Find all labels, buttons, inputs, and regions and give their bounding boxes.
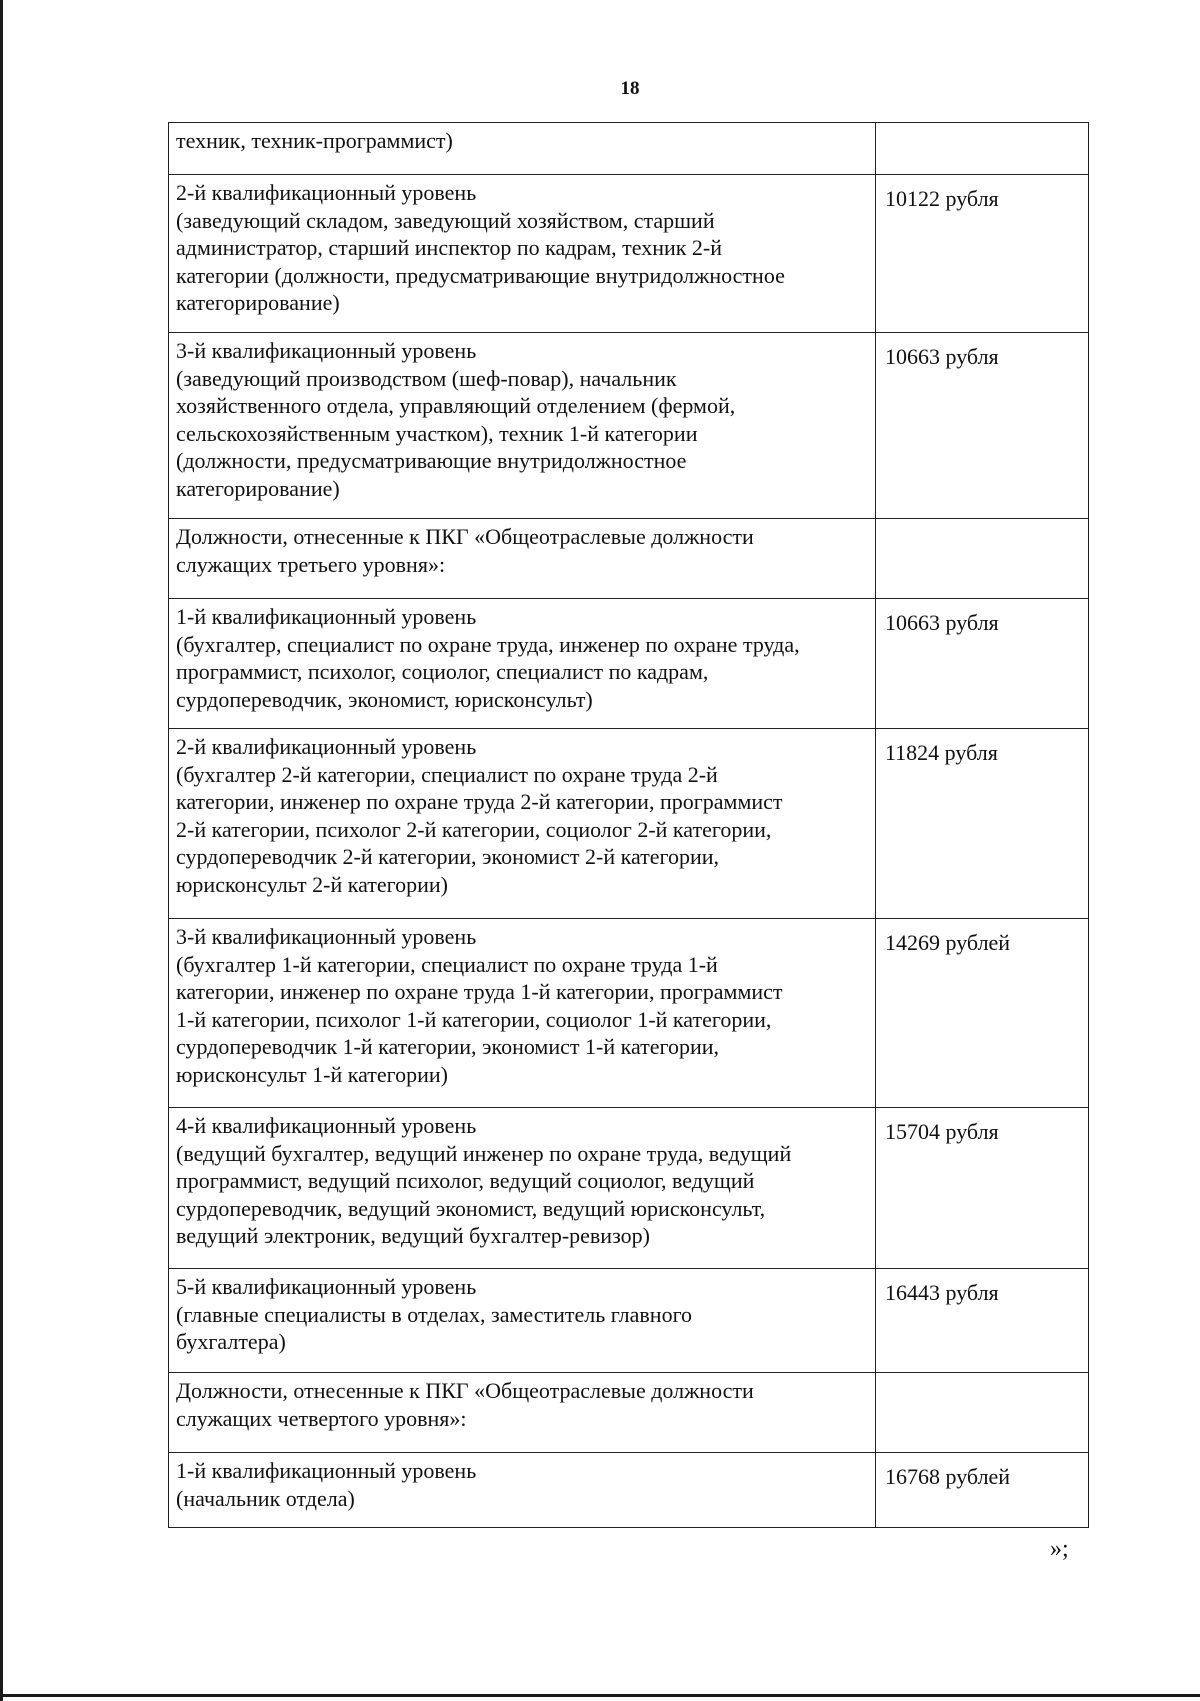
table-row <box>169 599 1089 729</box>
position-detail-line: программист, психолог, социолог, специалист по кадрам, <box>176 659 709 684</box>
position-detail-line: юрисконсульт 2-й категории) <box>176 871 448 897</box>
salary-amount-cell <box>876 919 1089 1108</box>
position-heading-line: 3-й квалификационный уровень <box>176 338 477 363</box>
salary-amount-cell <box>876 519 1089 599</box>
table-row <box>169 519 1089 599</box>
salary-amount-cell <box>876 1373 1089 1453</box>
position-heading-line: 2-й квалификационный уровень <box>176 734 477 759</box>
salary-amount-cell <box>876 729 1089 919</box>
position-heading-line: Должности, отнесенные к ПКГ «Общеотраслевые должности <box>176 1378 754 1403</box>
position-heading-line: 3-й квалификационный уровень <box>176 924 477 949</box>
scan-border-bottom <box>0 1694 1200 1697</box>
position-heading-line: техник, техник-программист) <box>176 128 453 153</box>
position-heading-line: 4-й квалификационный уровень <box>176 1113 477 1138</box>
position-detail-line: (бухгалтер 1-й категории, специалист по охране труда 1-й <box>176 951 718 977</box>
page-number: 18 <box>620 78 640 99</box>
position-detail-line: хозяйственного отдела, управляющий отделением (фермой, <box>176 393 736 418</box>
position-description-cell <box>169 333 876 519</box>
position-description-cell <box>169 519 876 599</box>
table-row <box>169 919 1089 1108</box>
salary-amount: 15704 рубля <box>885 1119 999 1144</box>
salary-amount: 11824 рубля <box>885 740 998 765</box>
position-detail-line: сурдопереводчик 1-й категории, экономист 1-й категории, <box>176 1034 720 1059</box>
position-heading-line: 1-й квалификационный уровень <box>176 604 477 629</box>
salary-amount-cell <box>876 599 1089 729</box>
position-detail-line: категорирование) <box>176 290 340 315</box>
position-detail-line: категорирование) <box>176 475 340 501</box>
position-detail-line: 1-й категории, психолог 1-й категории, социолог 1-й категории, <box>176 1006 772 1032</box>
position-detail-line: служащих четвертого уровня»: <box>176 1405 467 1431</box>
position-description-cell <box>169 599 876 729</box>
salary-amount-cell <box>876 175 1089 333</box>
salary-amount: 14269 рублей <box>885 930 1011 955</box>
position-detail-line: (заведующий производством (шеф-повар), начальник <box>176 365 677 391</box>
salary-table <box>168 122 1089 1528</box>
position-description-cell <box>169 1269 876 1373</box>
position-description-cell <box>169 1453 876 1528</box>
salary-amount: 10663 рубля <box>885 610 999 635</box>
salary-amount: 16443 рубля <box>885 1280 999 1305</box>
salary-amount-cell <box>876 333 1089 519</box>
position-detail-line: (главные специалисты в отделах, заместитель главного <box>176 1301 693 1327</box>
table-row <box>169 1108 1089 1269</box>
position-detail-line: (ведущий бухгалтер, ведущий инженер по охране труда, ведущий <box>176 1140 792 1166</box>
position-detail-line: категории, инженер по охране труда 1-й категории, программист <box>176 979 783 1004</box>
position-detail-line: сурдопереводчик, экономист, юрисконсульт) <box>176 686 593 712</box>
position-detail-line: бухгалтера) <box>176 1329 286 1354</box>
position-detail-line: (заведующий складом, заведующий хозяйством, старший <box>176 207 715 233</box>
table-row <box>169 1269 1089 1373</box>
salary-amount: 10122 рубля <box>885 186 999 211</box>
position-detail-line: (начальник отдела) <box>176 1485 355 1511</box>
position-description-cell <box>169 1373 876 1453</box>
position-detail-line: категории, инженер по охране труда 2-й категории, программист <box>176 789 783 814</box>
table-row <box>169 175 1089 333</box>
position-detail-line: сурдопереводчик 2-й категории, экономист 2-й категории, <box>176 844 720 869</box>
position-detail-line: сельскохозяйственным участком), техник 1-й категории <box>176 420 698 446</box>
position-description-cell <box>169 175 876 333</box>
table-row <box>169 1373 1089 1453</box>
position-detail-line: юрисконсульт 1-й категории) <box>176 1061 448 1087</box>
salary-amount-cell <box>876 1453 1089 1528</box>
position-detail-line: служащих третьего уровня»: <box>176 551 446 577</box>
position-description-cell <box>169 1108 876 1269</box>
position-detail-line: программист, ведущий психолог, ведущий социолог, ведущий <box>176 1168 755 1193</box>
salary-amount-cell <box>876 1108 1089 1269</box>
salary-table-body <box>169 123 1089 1528</box>
position-detail-line: (бухгалтер 2-й категории, специалист по охране труда 2-й <box>176 761 718 787</box>
position-description-cell <box>169 729 876 919</box>
position-detail-line: категории (должности, предусматривающие внутридолжностное <box>176 262 785 288</box>
position-detail-line: ведущий электроник, ведущий бухгалтер-ревизор) <box>176 1223 650 1248</box>
table-row <box>169 333 1089 519</box>
closing-quote-mark: »; <box>1050 1536 1069 1562</box>
position-detail-line: (бухгалтер, специалист по охране труда, инженер по охране труда, <box>176 631 800 657</box>
position-heading-line: Должности, отнесенные к ПКГ «Общеотраслевые должности <box>176 524 754 549</box>
position-heading-line: 1-й квалификационный уровень <box>176 1458 477 1483</box>
table-row <box>169 729 1089 919</box>
salary-amount-cell <box>876 1269 1089 1373</box>
position-heading-line: 5-й квалификационный уровень <box>176 1274 477 1299</box>
salary-amount: 16768 рублей <box>885 1464 1011 1489</box>
position-detail-line: администратор, старший инспектор по кадрам, техник 2-й <box>176 235 723 260</box>
position-heading-line: 2-й квалификационный уровень <box>176 180 477 205</box>
scan-border-left <box>0 0 3 1701</box>
position-detail-line: 2-й категории, психолог 2-й категории, социолог 2-й категории, <box>176 816 772 842</box>
position-description-cell <box>169 123 876 175</box>
table-row <box>169 123 1089 175</box>
position-detail-line: сурдопереводчик, ведущий экономист, ведущий юрисконсульт, <box>176 1195 766 1221</box>
position-description-cell <box>169 919 876 1108</box>
salary-amount: 10663 рубля <box>885 344 999 369</box>
position-detail-line: (должности, предусматривающие внутридолжностное <box>176 448 687 473</box>
table-row <box>169 1453 1089 1528</box>
salary-amount-cell <box>876 123 1089 175</box>
